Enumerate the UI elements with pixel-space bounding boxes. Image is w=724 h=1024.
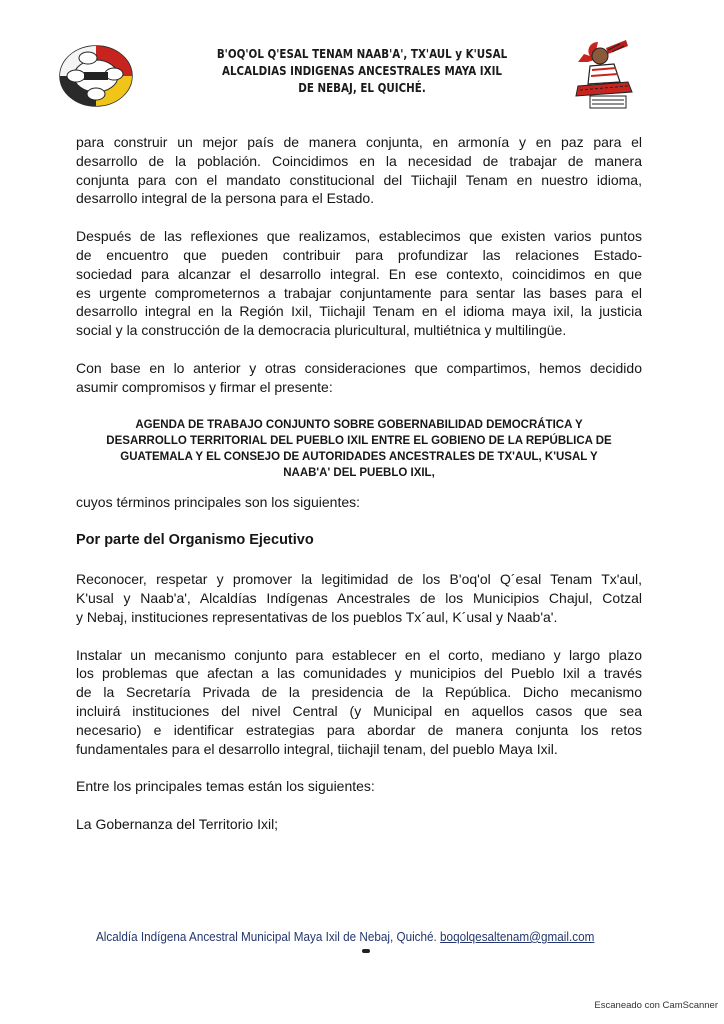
document-footer [96, 929, 600, 944]
text-line: Instalar un mecanismo conjunto para establecer en el corto, mediano y largo plazo [76, 646, 642, 663]
text-line: de la Secretaría Privada de la presidencia de la República. Dicho mecanismo [76, 684, 642, 701]
text-line: K'usal y Naab'a', Alcaldías Indígenas Ancestrales de los Municipios Chajul, Cotzal [76, 589, 642, 606]
document-header [180, 46, 545, 97]
paragraph-1 [76, 133, 642, 208]
agenda-line: GUATEMALA Y EL CONSEJO DE AUTORIDADES ANCESTRALES DE TX'AUL, K'USAL Y [120, 450, 598, 463]
agenda-title [76, 417, 642, 481]
text-line: para construir un mejor país de manera conjunta, en armonía y en paz para el [76, 134, 642, 150]
text-line: conjunta para con el mandato constitucional del Tiichajil Tenam en nuestro idioma, [76, 171, 642, 188]
text-line: desarrollo de la población. Coincidimos en la necesidad de trabajar de manera [76, 152, 642, 169]
header-line-2: ALCALDIAS INDIGENAS ANCESTRALES MAYA IXIL [221, 64, 503, 78]
text-line: desarrollo integral en la Región Ixil, Tiichajil Tenam en el idioma maya ixil, la justicia [76, 303, 642, 320]
text-line: incluirá instituciones del nivel Central (y Municipal en aquellos casos que sea [76, 702, 642, 719]
circular-emblem-icon [58, 44, 134, 108]
ixil-figure-illustration [568, 36, 644, 112]
text-line: de encuentro que pueden contribuir para profundizar las relaciones Estado- [76, 246, 642, 263]
text-line: social y la construcción de la democracia pluricultural, multiétnica y multilingüe. [76, 322, 567, 339]
header-line-1: B'OQ'OL Q'ESAL TENAM NAAB'A', TX'AUL y K'USAL [216, 47, 508, 61]
agenda-line: DESARROLLO TERRITORIAL DEL PUEBLO IXIL ENTRE EL GOBIENO DE LA REPÚBLICA DE [106, 434, 612, 447]
paragraph-3 [76, 359, 642, 397]
text-line: es urgente comprometernos a trabajar conjuntamente para sentar las bases para el [76, 284, 642, 301]
text-line: desarrollo integral de la persona para el Estado. [76, 190, 375, 207]
text-line: los problemas que afectan a las comunidades y municipios del Pueblo Ixil a través [76, 665, 642, 682]
text-line: necesario) e identificar estrategias para abordar de manera conjunta los retos [76, 721, 642, 738]
footer-email-link[interactable]: boqolqesaltenam@gmail.com [440, 929, 595, 944]
agenda-line: AGENDA DE TRABAJO CONJUNTO SOBRE GOBERNABILIDAD DEMOCRÁTICA Y [135, 418, 583, 431]
paragraph-5 [76, 570, 642, 626]
page-number-mark [362, 949, 370, 953]
footer-address: Alcaldía Indígena Ancestral Municipal Maya Ixil de Nebaj, Quiché. [96, 929, 437, 944]
scanner-watermark: Escaneado con CamScanner [594, 1000, 718, 1011]
section-subheading: Por parte del Organismo Ejecutivo [76, 532, 314, 549]
text-line: y Nebaj, instituciones representativas de los pueblos Tx´aul, K´usal y Naab'a'. [76, 608, 558, 625]
agenda-line: NAAB'A' DEL PUEBLO IXIL, [283, 466, 435, 479]
paragraph-7: Entre los principales temas están los siguientes: [76, 778, 375, 795]
text-line: Con base en lo anterior y otras consideraciones que compartimos, hemos decidido [76, 359, 642, 376]
paragraph-8: La Gobernanza del Territorio Ixil; [76, 816, 279, 833]
paragraph-6 [76, 646, 642, 759]
text-line: asumir compromisos y firmar el presente: [76, 378, 333, 395]
text-line: fundamentales para el desarrollo integral, tiichajil tenam, del pueblo Maya Ixil. [76, 740, 558, 757]
header-line-3: DE NEBAJ, EL QUICHÉ. [298, 81, 426, 95]
paragraph-4: cuyos términos principales son los siguientes: [76, 493, 361, 510]
text-line: Reconocer, respetar y promover la legitimidad de los B'oq'ol Q´esal Tenam Tx'aul, [76, 571, 642, 588]
document-body [76, 133, 642, 834]
text-line: sociedad para alcanzar el desarrollo integral. En ese contexto, coincidimos en que [76, 265, 642, 282]
paragraph-2 [76, 227, 642, 340]
text-line: Después de las reflexiones que realizamos, establecimos que existen varios puntos [76, 228, 642, 245]
